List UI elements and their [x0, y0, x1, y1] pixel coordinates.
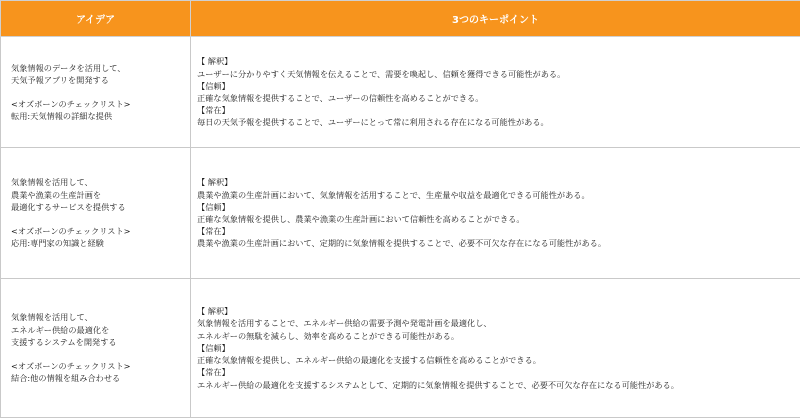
header-idea: アイデア: [1, 1, 191, 37]
idea-line: 気象情報を活用して、: [11, 177, 93, 188]
point-text: 農業や漁業の生産計画において、定期的に気象情報を提供することで、必要不可欠な存在になる可能性がある。: [197, 238, 607, 249]
key-points-cell: [191, 37, 800, 148]
table-row: [1, 37, 800, 148]
point-text: 正確な気象情報を提供することで、ユーザーの信頼性を高めることができる。: [197, 93, 484, 103]
point-text: 毎日の天気予報を提供することで、ユーザーにとって常に利用される存在になる可能性がある。: [197, 117, 549, 128]
checklist-item: 応用:専門家の知識と経験: [11, 238, 104, 249]
checklist-title: <オズボーンのチェックリスト>: [11, 361, 131, 372]
checklist-title: <オズボーンのチェックリスト>: [11, 99, 131, 110]
point-text: 正確な気象情報を提供し、農業や漁業の生産計画において信頼性を高めることができる。: [197, 214, 525, 224]
idea-cell: [1, 279, 191, 418]
idea-line: エネルギー供給の最適化を: [11, 324, 110, 335]
idea-line: 支援するシステムを開発する: [11, 336, 117, 347]
key-points-cell: [191, 148, 800, 279]
idea-line: 気象情報を活用して、: [11, 312, 93, 323]
table-row: [1, 148, 800, 279]
idea-line: 天気予報アプリを開発する: [11, 74, 109, 85]
point-text: 農業や漁業の生産計画において、気象情報を活用することで、生産量や収益を最適化できる可能性がある。: [197, 189, 590, 200]
checklist-item: 結合:他の情報を組み合わせる: [11, 373, 121, 384]
point-text: エネルギーの無駄を減らし、効率を高めることができる可能性がある。: [197, 330, 460, 341]
point-label: 【常在】: [197, 367, 230, 378]
point-text: ユーザーに分かりやすく天気情報を伝えることで、需要を喚起し、信頼を獲得できる可能性がある。: [197, 68, 566, 79]
point-label: 【信頼】: [197, 80, 230, 91]
checklist-title: <オズボーンのチェックリスト>: [11, 226, 131, 237]
idea-line: 農業や漁業の生産計画を: [11, 189, 102, 200]
idea-cell: [1, 148, 191, 279]
point-label: 【信頼】: [197, 342, 230, 353]
checklist-item: 転用:天気情報の詳細な提供: [11, 111, 113, 122]
table-row: [1, 279, 800, 418]
point-label: 【常在】: [197, 226, 230, 237]
idea-cell: [1, 37, 191, 148]
key-points-cell: [191, 279, 800, 418]
point-text: 気象情報を活用することで、エネルギー供給の需要予測や発電計画を最適化し、: [197, 318, 492, 329]
point-label: 【常在】: [197, 105, 230, 116]
point-label: 【信頼】: [197, 201, 230, 212]
table-header-row: [1, 1, 800, 37]
point-text: エネルギー供給の最適化を支援するシステムとして、定期的に気象情報を提供することで、必要不可欠な存在になる可能性がある。: [197, 379, 679, 390]
point-text: 正確な気象情報を提供し、エネルギー供給の最適化を支援する信頼性を高めることができる。: [197, 355, 541, 366]
point-label: 【 解釈】: [197, 177, 233, 188]
point-label: 【 解釈】: [197, 306, 233, 317]
idea-line: 気象情報のデータを活用して、: [11, 62, 126, 73]
point-label: 【 解釈】: [197, 56, 233, 67]
idea-line: 最適化するサービスを提供する: [11, 201, 126, 212]
header-key-points: 3つのキーポイント: [191, 1, 800, 37]
